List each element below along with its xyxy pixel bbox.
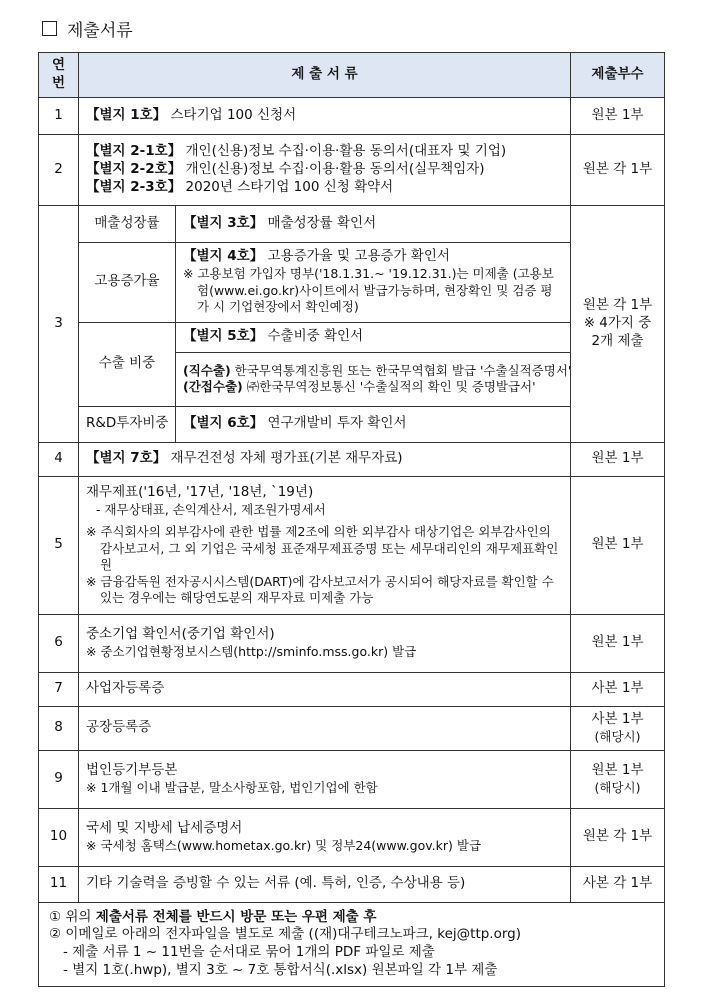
doc-cell xyxy=(79,134,571,205)
doc-title: 법인등기부등본 xyxy=(86,761,178,778)
doc-text: 고용증가율 및 고용증가 확인서 xyxy=(263,248,450,265)
count-cell: 원본 각 1부 xyxy=(571,808,665,866)
table-row xyxy=(39,750,665,808)
section-heading-text: 제출서류 xyxy=(67,21,133,41)
count-cell xyxy=(571,750,665,808)
doc-note: ※ 국세청 홈택스(www.hometax.go.kr) 및 정부24(www.gov.kr) 발급 xyxy=(86,837,482,853)
category-cell: 수출 비중 xyxy=(79,322,176,406)
count-cell xyxy=(571,205,665,442)
doc-text: 한국무역통계진흥원 또는 한국무역협회 발급 '수출실적증명서' xyxy=(230,362,572,378)
count-cell: 원본 1부 xyxy=(571,476,665,614)
row-number: 8 xyxy=(39,706,79,750)
table-row xyxy=(39,134,665,205)
row-number: 9 xyxy=(39,750,79,808)
table-row xyxy=(39,706,665,750)
row-number: 6 xyxy=(39,614,79,672)
doc-cell xyxy=(176,242,571,322)
footer-row xyxy=(39,902,665,986)
form-tag: 【별지 7호】 xyxy=(86,450,167,467)
doc-text: 2020년 스타기업 100 신청 확약서 xyxy=(181,178,394,195)
footer-line: ② 이메일로 아래의 전자파일을 별도로 제출 ((재)대구테크노파크, kej@ttp.org) xyxy=(49,926,522,943)
table-row xyxy=(39,205,665,242)
row-number: 7 xyxy=(39,672,79,706)
category-cell: 매출성장률 xyxy=(79,205,176,242)
count-note: (해당시) xyxy=(594,728,641,744)
doc-cell xyxy=(79,808,571,866)
form-tag: 【별지 2-3호】 xyxy=(86,178,182,195)
doc-text: 스타기업 100 신청서 xyxy=(166,106,297,123)
table-row xyxy=(39,866,665,902)
header-count: 제출부수 xyxy=(571,53,665,98)
doc-text: 수출비중 확인서 xyxy=(263,328,364,345)
doc-note: ※ 1개월 이내 발급분, 말소사항포함, 법인기업에 한함 xyxy=(86,779,378,795)
count-note: 2개 제출 xyxy=(591,332,644,349)
table-row xyxy=(39,476,665,614)
doc-text: ㈜한국무역정보통신 '수출실적의 확인 및 증명발급서' xyxy=(242,379,536,395)
doc-line xyxy=(183,248,563,266)
count-cell: 사본 1부 xyxy=(571,672,665,706)
doc-cell xyxy=(176,406,571,442)
doc-cell xyxy=(176,352,571,406)
documents-table xyxy=(38,52,665,987)
doc-cell xyxy=(79,442,571,476)
row-number: 11 xyxy=(39,866,79,902)
count-cell: 사본 각 1부 xyxy=(571,866,665,902)
row-number: 5 xyxy=(39,476,79,614)
header-docs: 제 출 서 류 xyxy=(79,53,571,98)
footer-line: - 별지 1호(.hwp), 별지 3호 ~ 7호 통합서식(.xlsx) 원본파일 각 1부 제출 xyxy=(63,962,498,979)
doc-cell xyxy=(79,614,571,672)
row-number: 1 xyxy=(39,97,79,134)
table-row xyxy=(39,672,665,706)
doc-cell: 기타 기술력을 증빙할 수 있는 서류 (예. 특허, 인증, 수상내용 등) xyxy=(79,866,571,902)
count-cell: 원본 1부 xyxy=(571,97,665,134)
doc-cell xyxy=(79,476,571,614)
doc-title: 재무제표('16년, '17년, '18년, `19년) xyxy=(86,483,314,500)
doc-text: 매출성장률 확인서 xyxy=(263,214,377,231)
header-no: 연번 xyxy=(39,53,79,98)
form-tag: 【별지 1호】 xyxy=(86,106,167,123)
doc-note: ※ 고용보험 가입자 명부('18.1.31.~ '19.12.31.)는 미제출 (고용보험(www.ei.go.kr)사이트에서 발급가능하며, 현장확인 및 검증 평가 시 기업현장에서 확인예정) xyxy=(183,266,554,315)
count-note: (해당시) xyxy=(594,779,641,795)
form-tag: 【별지 6호】 xyxy=(183,415,264,432)
count-cell xyxy=(571,706,665,750)
footer-emphasis: 제출서류 전체를 반드시 방문 또는 우편 제출 후 xyxy=(95,908,377,925)
footer-notes xyxy=(39,902,665,986)
table-row xyxy=(39,808,665,866)
doc-note: ※ 주식회사의 외부감사에 관한 법률 제2조에 의한 외부감사 대상기업은 외부감사인의 감사보고서, 그 외 기업은 국세청 표준재무제표증명 또는 세무대리인의 재무제표확인원 xyxy=(86,524,559,573)
checkbox-square-icon xyxy=(42,21,57,36)
count-note: ※ 4가지 중 xyxy=(583,314,652,331)
form-tag: 【별지 4호】 xyxy=(183,248,264,265)
form-tag: 【별지 2-2호】 xyxy=(86,160,182,177)
count-cell: 원본 1부 xyxy=(571,442,665,476)
doc-line xyxy=(86,161,563,179)
doc-title: 중소기업 확인서(중기업 확인서) xyxy=(86,625,275,642)
form-tag: 【별지 3호】 xyxy=(183,214,264,231)
form-tag: 【별지 5호】 xyxy=(183,328,264,345)
doc-cell xyxy=(176,322,571,352)
export-type-tag: (간접수출) xyxy=(183,379,243,395)
doc-cell: 사업자등록증 xyxy=(79,672,571,706)
row-number: 10 xyxy=(39,808,79,866)
category-cell: R&D투자비중 xyxy=(79,406,176,442)
row-number: 4 xyxy=(39,442,79,476)
doc-cell xyxy=(79,97,571,134)
row-number: 2 xyxy=(39,134,79,205)
doc-text: 개인(신용)정보 수집·이용·활용 동의서(대표자 및 기업) xyxy=(181,142,507,159)
footer-text: ① 위의 xyxy=(49,908,96,925)
doc-line xyxy=(86,143,563,161)
count-cell: 원본 각 1부 xyxy=(571,134,665,205)
export-type-tag: (직수출) xyxy=(183,362,231,378)
count-text: 사본 1부 xyxy=(591,710,644,727)
footer-line: - 제출 서류 1 ~ 11번을 순서대로 묶어 1개의 PDF 파일로 제출 xyxy=(63,944,435,961)
doc-title: 국세 및 지방세 납세증명서 xyxy=(86,819,243,836)
table-row xyxy=(39,614,665,672)
doc-cell xyxy=(176,205,571,242)
doc-text: 재무건전성 자체 평가표(기본 재무자료) xyxy=(166,450,403,467)
count-text: 원본 각 1부 xyxy=(582,296,653,313)
category-cell: 고용증가율 xyxy=(79,242,176,322)
doc-sub: - 재무상태표, 손익계산서, 제조원가명세서 xyxy=(96,501,326,517)
table-row xyxy=(39,97,665,134)
footer-line xyxy=(49,909,654,927)
doc-line xyxy=(183,379,563,396)
doc-line xyxy=(183,362,572,380)
doc-cell: 공장등록증 xyxy=(79,706,571,750)
doc-note: ※ 중소기업현황정보시스템(http://sminfo.mss.go.kr) 발급 xyxy=(86,643,417,659)
table-header-row xyxy=(39,53,665,98)
doc-note: ※ 금융감독원 전자공시시스템(DART)에 감사보고서가 공시되어 해당자료를 확인할 수 있는 경우에는 해당연도분의 재무자료 미제출 가능 xyxy=(86,573,554,606)
table-row xyxy=(39,442,665,476)
count-text: 원본 1부 xyxy=(591,761,644,778)
row-number: 3 xyxy=(39,205,79,442)
doc-line xyxy=(86,179,563,197)
doc-text: 연구개발비 투자 확인서 xyxy=(263,415,407,432)
section-heading xyxy=(42,16,133,41)
doc-text: 개인(신용)정보 수집·이용·활용 동의서(실무책임자) xyxy=(181,160,485,177)
count-cell: 원본 1부 xyxy=(571,614,665,672)
doc-cell xyxy=(79,750,571,808)
form-tag: 【별지 2-1호】 xyxy=(86,142,182,159)
